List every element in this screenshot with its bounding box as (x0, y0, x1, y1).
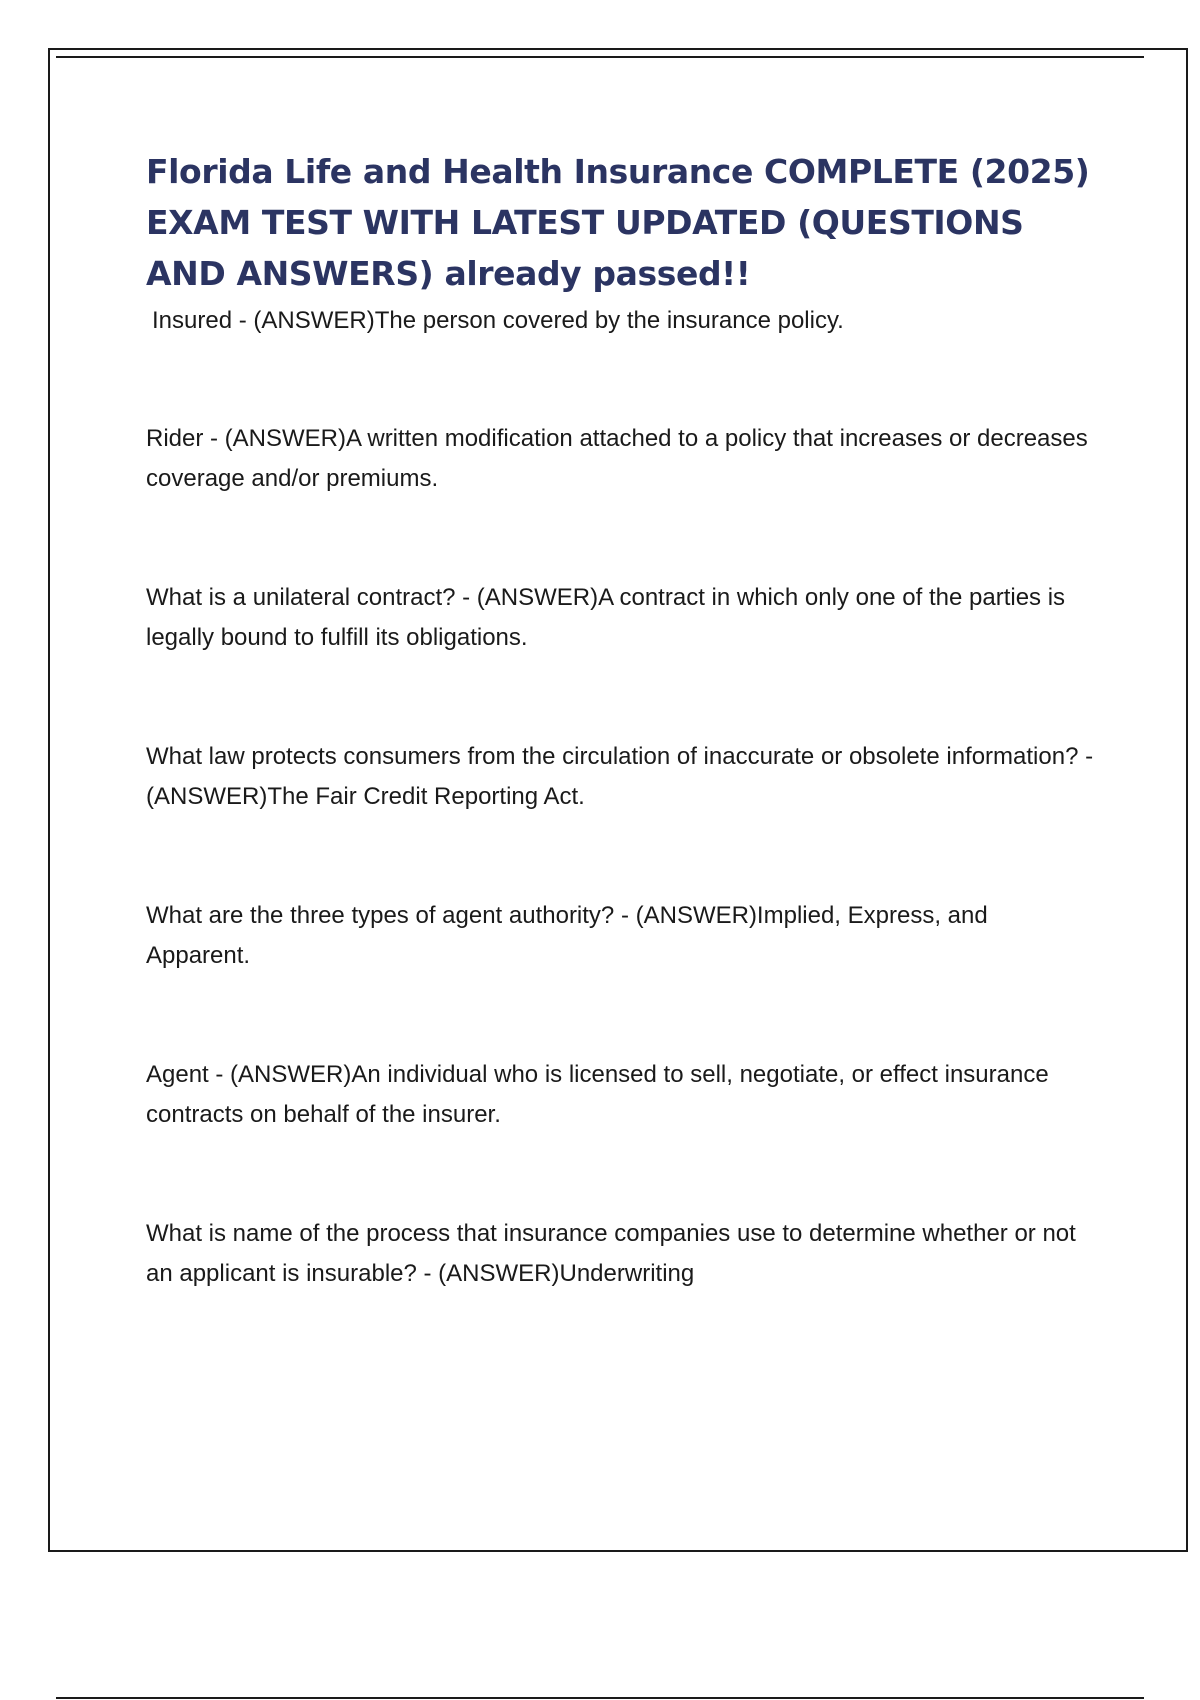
qa-entry-fair-credit-reporting: What law protects consumers from the circulation of inaccurate or obsolete information? - (ANSWER)The Fair Credit Reporting Act. (146, 743, 1094, 810)
document-content (146, 146, 1096, 1294)
document-title: Florida Life and Health Insurance COMPLETE (2025) EXAM TEST WITH LATEST UPDATED (QUESTIONS AND ANSWERS) already passed!! (146, 152, 1090, 293)
qa-entry-rider: Rider - (ANSWER)A written modification attached to a policy that increases or decreases coverage and/or premiums. (146, 425, 1088, 492)
qa-entry-agent: Agent - (ANSWER)An individual who is licensed to sell, negotiate, or effect insurance contracts on behalf of the insurer. (146, 1061, 1049, 1128)
qa-list (146, 301, 1096, 1294)
qa-entry-agent-authority: What are the three types of agent authority? - (ANSWER)Implied, Express, and Apparent. (146, 902, 988, 969)
qa-entry-insured: Insured - (ANSWER)The person covered by the insurance policy. (152, 307, 844, 334)
qa-entry-unilateral-contract: What is a unilateral contract? - (ANSWER)A contract in which only one of the parties is legally bound to fulfill its obligations. (146, 584, 1066, 651)
bottom-rule (56, 1697, 1144, 1699)
qa-entry-underwriting: What is name of the process that insurance companies use to determine whether or not an applicant is insurable? - (ANSWER)Underwriting (146, 1220, 1076, 1287)
top-rule (56, 56, 1144, 58)
